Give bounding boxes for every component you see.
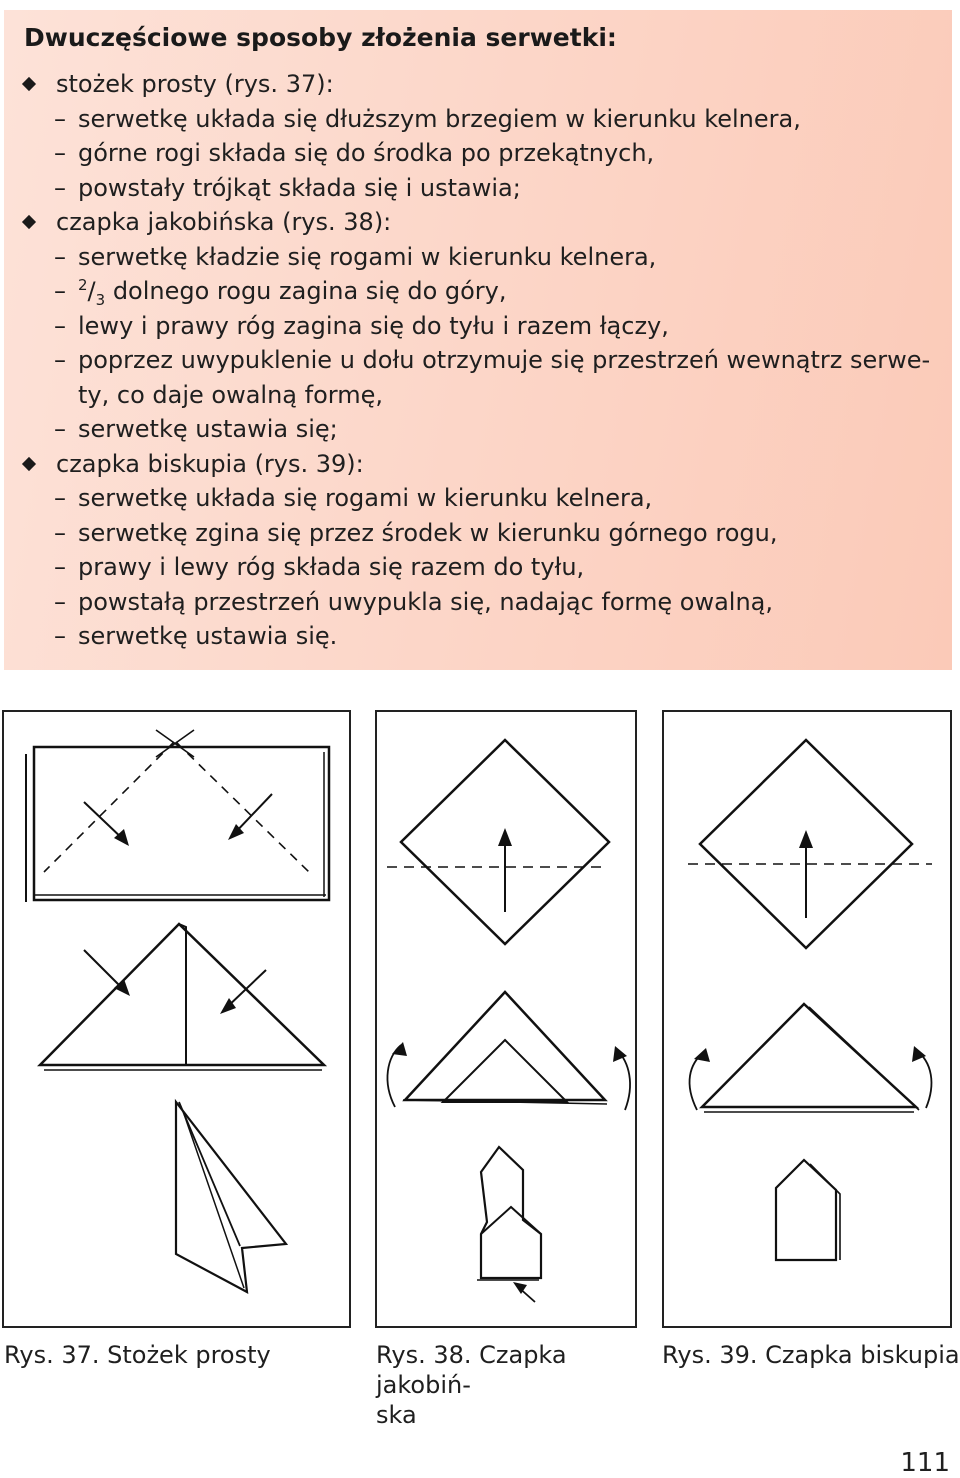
dash-marker: – (54, 553, 66, 581)
figure-38-panel (375, 710, 637, 1328)
figure-38-drawing (377, 712, 639, 1330)
caption-figure-39: Rys. 39. Czapka biskupia (662, 1341, 960, 1369)
step-text: lewy i prawy róg zagina się do tyłu i razem łączy, (78, 311, 669, 340)
dash-marker: – (54, 415, 66, 443)
dash-marker: – (54, 277, 66, 305)
step-text: serwetkę kładzie się rogami w kierunku kelnera, (78, 242, 657, 271)
dash-marker: – (54, 518, 66, 547)
dash-marker: – (54, 587, 66, 616)
figure-37-panel (2, 710, 351, 1328)
step-text: $^2/_3$ dolnego rogu zagina się do góry, (78, 276, 507, 309)
dash-marker: – (54, 104, 66, 133)
step-text: prawy i lewy róg składa się razem do tyłu, (78, 553, 585, 581)
caption-figure-38-line2: ska (376, 1401, 417, 1429)
figure-37-drawing (4, 712, 353, 1330)
caption-figure-38 (376, 1340, 636, 1430)
dash-marker: – (54, 346, 66, 374)
caption-figure-37: Rys. 37. Stożek prosty (4, 1341, 271, 1369)
caption-figure-38-line1: Rys. 38. Czapka jakobiń- (376, 1341, 567, 1399)
fraction-numerator: 2 (78, 276, 88, 294)
dash-marker: – (54, 484, 66, 512)
step-text: ty, co daje owalną formę, (78, 380, 383, 409)
step-text: serwetkę ustawia się. (78, 622, 338, 650)
step-text: serwetkę układa się dłuższym brzegiem w kierunku kelnera, (78, 104, 801, 133)
figure-39-panel (662, 710, 952, 1328)
step-text: serwetkę układa się rogami w kierunku kelnera, (78, 484, 653, 512)
step-text-rest: dolnego rogu zagina się do góry, (105, 277, 507, 305)
dash-marker: – (54, 139, 66, 167)
step-text: serwetkę ustawia się; (78, 415, 338, 443)
dash-marker: – (54, 311, 66, 340)
bullet-text: stożek prosty (rys. 37): (56, 70, 334, 98)
step-text: powstałą przestrzeń uwypukla się, nadając formę owalną, (78, 587, 774, 616)
step-text: powstały trójkąt składa się i ustawia; (78, 173, 521, 202)
step-text: poprzez uwypuklenie u dołu otrzymuje się przestrzeń wewnątrz serwe- (78, 346, 931, 374)
box-title: Dwuczęściowe sposoby złożenia serwetki: (24, 23, 617, 52)
dash-marker: – (54, 242, 66, 271)
dash-marker: – (54, 173, 66, 202)
dash-marker: – (54, 622, 66, 650)
fraction-denominator: 3 (95, 290, 106, 309)
figure-39-drawing (664, 712, 954, 1330)
step-text: górne rogi składa się do środka po przekątnych, (78, 139, 655, 167)
bullet-text: czapka biskupia (rys. 39): (56, 449, 364, 478)
step-text: serwetkę zgina się przez środek w kierunku górnego rogu, (78, 518, 778, 547)
page-number: 111 (900, 1448, 950, 1478)
bullet-text: czapka jakobińska (rys. 38): (56, 208, 392, 236)
